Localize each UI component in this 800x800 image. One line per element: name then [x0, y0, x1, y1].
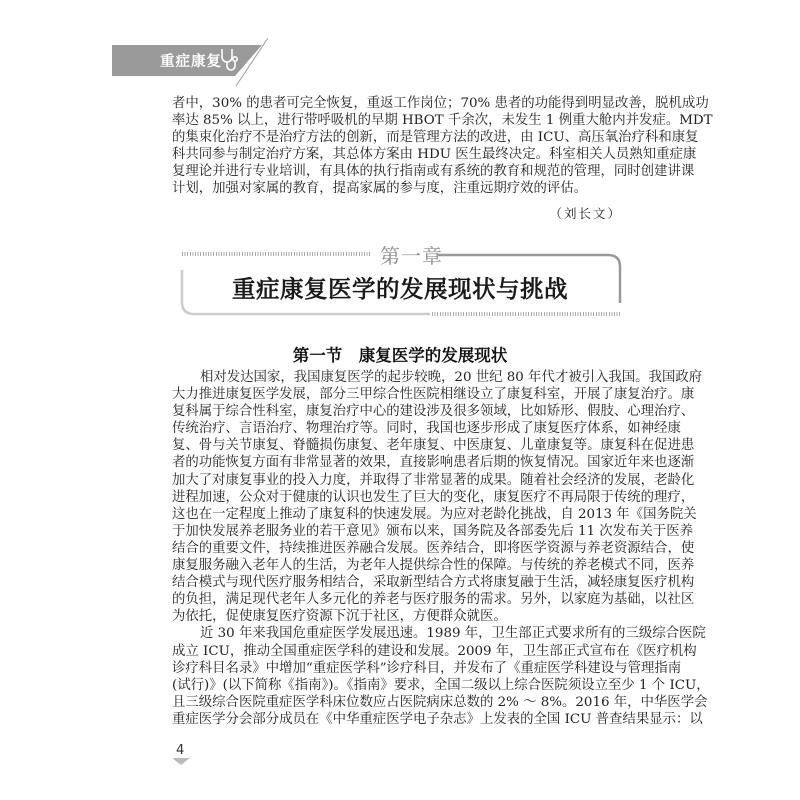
text-line: (试行)》(以下简称《指南》)。《指南》要求，全国二级以上综合医院须设立至少 1 个 ICU， — [172, 677, 710, 693]
text-line: 的负担，满足现代老年人多元化的养老与医疗服务的需求。另外，以家庭为基础，以社区 — [172, 592, 695, 608]
text-line: 成立 ICU，推动全国重症医学科的建设和发展。2009 年，卫生部正式宣布在《医疗机构 — [172, 643, 697, 659]
body-text — [172, 369, 710, 728]
text-line: 传统治疗、言语治疗、物理治疗等。同时，我国也逐步形成了康复医疗体系，如神经康 — [172, 421, 681, 437]
chapter-title: 重症康复医学的发展现状与挑战 — [232, 275, 568, 303]
text-line: 复理论并进行专业培训，有具体的执行指南或有系统的教育和规范的管理，同时创建讲课 — [172, 164, 695, 180]
text-line: 加大了对康复事业的投入力度，并取得了非常显著的成果。随着社会经济的发展，老龄化 — [172, 472, 695, 488]
text-line: 复科属于综合性科室，康复治疗中心的建设涉及很多领域，比如矫形、假肢、心理治疗、 — [172, 404, 695, 420]
text-line: 进程加速，公众对于健康的认识也发生了巨大的变化，康复医疗不再局限于传统的理疗， — [172, 489, 695, 505]
text-line: 计划，加强对家属的教育，提高家属的参与度，注重远期疗效的评估。 — [172, 181, 588, 197]
text-line: 科共同参与制定治疗方案，其总体方案由 HDU 医生最终决定。科室相关人员熟知重症康 — [172, 147, 697, 163]
text-line: 的集束化治疗不是治疗方法的创新，而是管理方法的改进，由 ICU、高压氧治疗科和康复 — [172, 130, 699, 146]
text-line: 近 30 年来我国危重症医学发展迅速。1989 年，卫生部正式要求所有的三级综合医院 — [200, 626, 706, 642]
page-number: 4 — [176, 743, 185, 758]
section-title: 第一节 康复医学的发展现状 — [292, 346, 508, 365]
text-line: 者的功能恢复方面有非常显著的效果，直接影响患者后期的恢复情况。国家近年来也逐渐 — [172, 455, 695, 471]
text-line: 复、骨与关节康复、脊髓损伤康复、老年康复、中医康复、儿童康复等。康复科在促进患 — [172, 438, 695, 454]
text-line: 重症医学分会部分成员在《中华重症医学电子杂志》上发表的全国 ICU 普查结果显示：以 — [172, 711, 703, 727]
text-line: 大力推进康复医学发展，部分三甲综合性医院相继设立了康复科室，开展了康复治疗。康 — [172, 387, 695, 403]
running-header: 重症康复 — [160, 54, 222, 70]
text-line: 结合模式与现代医疗服务相结合，采取新型结合方式将康复融于生活，减轻康复医疗机构 — [172, 575, 695, 591]
text-line: 这也在一定程度上推动了康复科的快速发展。为应对老龄化挑战，自 2013 年《国务院关 — [172, 506, 697, 522]
text-line: 相对发达国家，我国康复医学的起步较晚，20 世纪 80 年代才被引入我国。我国政府 — [200, 370, 703, 385]
text-line: 为依托，促使康复医疗资源下沉于社区，方便群众就医。 — [172, 609, 507, 625]
page-marker-triangle — [172, 758, 190, 765]
text-line: 且三级综合医院重症医学科床位数应占医院病床总数的 2% ～ 8%。2016 年，中华医学会 — [172, 694, 708, 710]
text-line: 率达 85% 以上，进行带呼吸机的早期 HBOT 千余次，未发生 1 例重大舱内并发症。MDT — [172, 113, 713, 129]
text-line: 于加快发展养老服务业的若干意见》颁布以来，国务院及各部委先后 11 次发布关于医养 — [172, 523, 694, 539]
text-line: 结合的重要文件，持续推进医养融合发展。医养结合，即将医学资源与养老资源结合，使 — [172, 540, 695, 556]
text-line: 诊疗科目名录》中增加“重症医学科”诊疗科目，并发布了《重症医学科建设与管理指南 — [172, 660, 682, 676]
text-line: 康复服务融入老年人的生活，为老年人提供综合性的保障。与传统的养老模式不同，医养 — [172, 558, 695, 574]
chapter-label: 第一章 — [380, 244, 443, 268]
dotted-rule — [432, 312, 620, 316]
author-credit: （刘长文） — [549, 206, 622, 221]
text-line: 者中，30% 的患者可完全恢复，重返工作岗位；70% 患者的功能得到明显改善，脱机成功 — [172, 96, 709, 111]
